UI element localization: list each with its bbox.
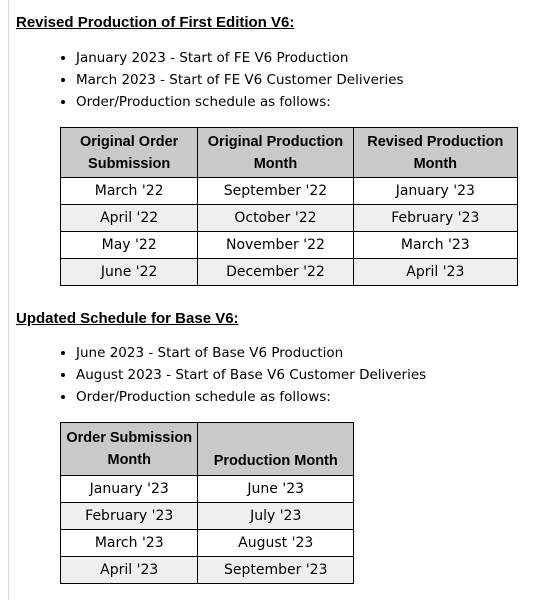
column-header-production-month [198,423,354,476]
table-row [61,530,354,557]
table-row [61,232,518,259]
table-row [61,557,354,584]
table-cell: October '22 [198,205,353,232]
table-row [61,178,518,205]
column-header-revised-production [353,128,517,178]
table-cell: May '22 [61,232,198,259]
list-item: • Order/Production schedule as follows: [76,91,404,113]
header-line: Order Submission [66,430,193,446]
list-item: • August 2023 - Start of Base V6 Customer Deliveries [76,364,426,386]
header-line: Original Production [207,133,344,150]
list-item: • January 2023 - Start of FE V6 Production [76,47,404,69]
header-line: Month [413,155,458,172]
table-cell: March '23 [353,232,517,259]
header-line: Submission [88,155,171,172]
table-cell: June '23 [198,476,354,503]
table-cell: April '23 [353,259,517,286]
left-border-rule [8,0,9,600]
table-cell: June '22 [61,259,198,286]
section-heading-fe-v6: Revised Production of First Edition V6: [16,14,295,31]
table-cell: April '22 [61,205,198,232]
header-line: Revised Production [367,133,504,150]
fe-v6-schedule-table [60,127,518,286]
table-header-row [61,128,518,178]
list-item: • June 2023 - Start of Base V6 Production [76,342,426,364]
table-cell: August '23 [198,530,354,557]
table-header-row [61,423,354,476]
header-line: Month [253,155,298,172]
table-row [61,205,518,232]
table-cell: March '23 [61,530,198,557]
table-cell: November '22 [198,232,353,259]
column-header-order-submission [61,423,198,476]
header-line: Original Order [79,133,179,150]
column-header-original-production [198,128,353,178]
table-cell: March '22 [61,178,198,205]
column-header-original-order [61,128,198,178]
table-row [61,259,518,286]
table-row [61,476,354,503]
table-cell: January '23 [353,178,517,205]
section-heading-base-v6: Updated Schedule for Base V6: [16,310,239,327]
table-cell: January '23 [61,476,198,503]
table-cell: April '23 [61,557,198,584]
table-row [61,503,354,530]
header-line: Production Month [213,453,338,469]
table-cell: February '23 [61,503,198,530]
list-item: • Order/Production schedule as follows: [76,386,426,408]
table-cell: September '23 [198,557,354,584]
table-cell: February '23 [353,205,517,232]
bullet-list-base-v6 [16,342,426,408]
header-line: Month [107,452,151,468]
base-v6-schedule-table [60,422,354,584]
list-item: • March 2023 - Start of FE V6 Customer Deliveries [76,69,404,91]
table-cell: July '23 [198,503,354,530]
bullet-list-fe-v6 [16,47,404,113]
table-cell: September '22 [198,178,353,205]
table-cell: December '22 [198,259,353,286]
